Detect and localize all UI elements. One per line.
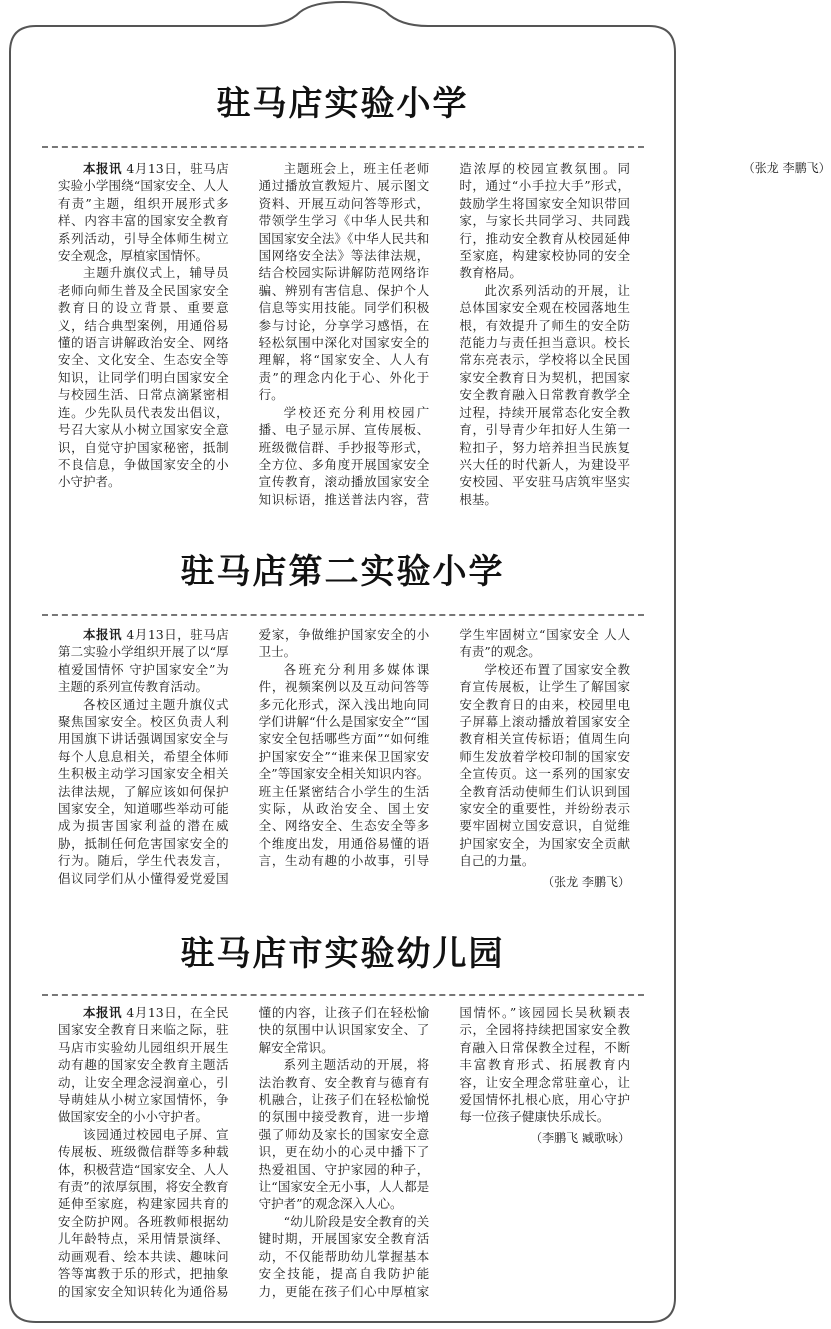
article-2-divider <box>42 614 644 616</box>
article-3-lead: 本报讯 <box>83 1005 122 1020</box>
article-2-byline: （张龙 李鹏飞） <box>542 874 630 889</box>
article-3-title: 驻马店市实验幼儿园 <box>180 934 505 974</box>
article-1-title: 驻马店实验小学 <box>216 84 469 124</box>
article-1-divider <box>42 146 644 148</box>
article-3-paragraph: 该园通过校园电子屏、宣传展板、班级微信群等多种载体，积极营造“国家安全、人人有责”的浓厚氛围，将安全教育延伸至家庭，构建家园共育的安全防护网。各班教师根据幼儿年龄特点，采用情景演绎、动画观看、绘本共读、趣味问答等寓教于乐的形式，把抽象的国家安全知识转化为通俗易懂的内容，让孩子们在轻松愉快的氛围中认识国家安全、了解安全常识。 <box>58 1005 430 1299</box>
article-1-byline: （张龙 李鹏飞） <box>742 161 831 175</box>
article-2-lead: 本报讯 <box>83 627 122 642</box>
article-3-body <box>58 1004 630 1304</box>
article-1-paragraph: 此次系列活动的开展，让总体国家安全观在校园落地生根，有效提升了师生的安全防范能力与责任担当意识。校长常东亮表示，学校将以全民国家安全教育日为契机，把国家安全教育融入日常教育教学全过程，持续开展常态化安全教育，引导青少年扣好人生第一粒扣子，努力培养担当民族复兴大任的时代新人，为建设平安校园、平安驻马店筑牢坚实根基。 <box>459 282 630 507</box>
article-1-body <box>58 160 831 520</box>
article-2-paragraph: 本报讯 4月13日，驻马店第二实验小学组织开展了以“厚植爱国情怀 守护国家安全”为主题的系列宣传教育活动。 <box>58 627 229 695</box>
article-1-paragraph: 学校还充分利用校园广播、电子显示屏、宣传展板、班级微信群、手抄报等形式，全方位、多角度开展国家安全宣传教育，滚动播放国家安全知识标语，推送普法内容，营造浓厚的校园宣教氛围。同时，通过“小手拉大手”形式，鼓励学生将国家安全知识带回家，与家长共同学习、共同践行，推动安全教育从校园延伸至家庭，构建家校协同的安全教育格局。 <box>258 161 630 507</box>
article-3-divider <box>42 994 644 996</box>
article-3-paragraph: 本报讯 4月13日，在全民国家安全教育日来临之际，驻马店市实验幼儿园组织开展生动有趣的国家安全教育主题活动，让安全理念浸润童心，引导萌娃从小树立家国情怀，争做国家安全的小小守护者。 <box>58 1005 229 1125</box>
article-2-paragraph: 各班充分利用多媒体课件，视频案例以及互动问答等多元化形式，深入浅出地向同学们讲解“什么是国家安全”“国家安全包括哪些方面”“如何维护国家安全”“谁来保卫国家安全”等国家安全相关知识内容。班主任紧密结合小学生的生活实际，从政治安全、国土安全、网络安全、生态安全等多个维度出发，用通俗易懂的语言，生动有趣的小故事，引导学生牢固树立“国家安全 人人有责”的观念。 <box>258 627 630 869</box>
article-1-paragraph: 主题班会上，班主任老师通过播放宣教短片、展示图文资料、开展互动问答等形式，带领学生学习《中华人民共和国国家安全法》《中华人民共和国网络安全法》等法律法规，结合校园实际讲解防范网络诈骗、辨别有害信息、保护个人信息等实用技能。同学们积极参与讨论，分享学习感悟，在轻松氛围中深化对国家安全的理解，将“国家安全、人人有责”的理念内化于心、外化于行。 <box>258 161 430 403</box>
article-1-paragraph: 主题升旗仪式上，辅导员老师向师生普及全民国家安全教育日的设立背景、重要意义，结合典型案例，用通俗易懂的语言讲解政治安全、网络安全、文化安全、生态安全等知识，让同学们明白国家安全与校园生活、日常点滴紧密相连。少先队员代表发出倡议，号召大家从小树立国家安全意识，自觉守护国家秘密，抵制不良信息，争做国家安全的小小守护者。 <box>58 265 229 490</box>
article-2-title: 驻马店第二实验小学 <box>180 552 505 592</box>
article-3-paragraph: “幼儿阶段是安全教育的关键时期，开展国家安全教育活动，不仅能帮助幼儿掌握基本安全技能，提高自我防护能力，更能在孩子们心中厚植家国情怀。”该园园长吴秋颖表示，全园将持续把国家安全教育融入日常保教全过程，不断丰富教育形式、拓展教育内容，让安全理念常驻童心，让爱国情怀扎根心底，用心守护每一位孩子健康快乐成长。 <box>258 1005 630 1299</box>
article-1-lead: 本报讯 <box>83 161 122 176</box>
article-2-paragraph: 各校区通过主题升旗仪式聚焦国家安全。校区负责人利用国旗下讲话强调国家安全与每个人息息相关，希望全体师生积极主动学习国家安全相关法律法规，了解应该如何保护国家安全，知道哪些举动可能成为损害国家利益的潜在威胁，抵制任何危害国家安全的行为。随后，学生代表发言，倡议同学们从小懂得爱党爱国爱家，争做维护国家安全的小卫士。 <box>58 627 430 886</box>
article-3-byline: （李鹏飞 臧歌咏） <box>530 1130 630 1145</box>
article-1-paragraph: 本报讯 4月13日，驻马店实验小学围绕“国家安全、人人有责”主题，组织开展形式多样、内容丰富的国家安全教育系列活动，引导全体师生树立安全观念，厚植家国情怀。 <box>58 161 229 264</box>
article-2-paragraph: 学校还布置了国家安全教育宣传展板，让学生了解国家安全教育日的由来，校园里电子屏幕上滚动播放着国家安全教育相关宣传标语；值周生向师生发放着学校印制的国家安全宣传页。这一系列的国家安全教育活动使师生们认识到国家安全的重要性，并纷纷表示要牢固树立国安意识，自觉维护国家安全，为国家安全贡献自己的力量。 <box>459 661 630 869</box>
article-3-paragraph: 系列主题活动的开展，将法治教育、安全教育与德育有机融合，让孩子们在轻松愉悦的氛围中接受教育，进一步增强了师幼及家长的国家安全意识，更在幼小的心灵中播下了热爱祖国、守护家园的种子，让“国家安全无小事，人人都是守护者”的观念深入人心。 <box>258 1057 430 1212</box>
article-2-body <box>58 626 630 896</box>
